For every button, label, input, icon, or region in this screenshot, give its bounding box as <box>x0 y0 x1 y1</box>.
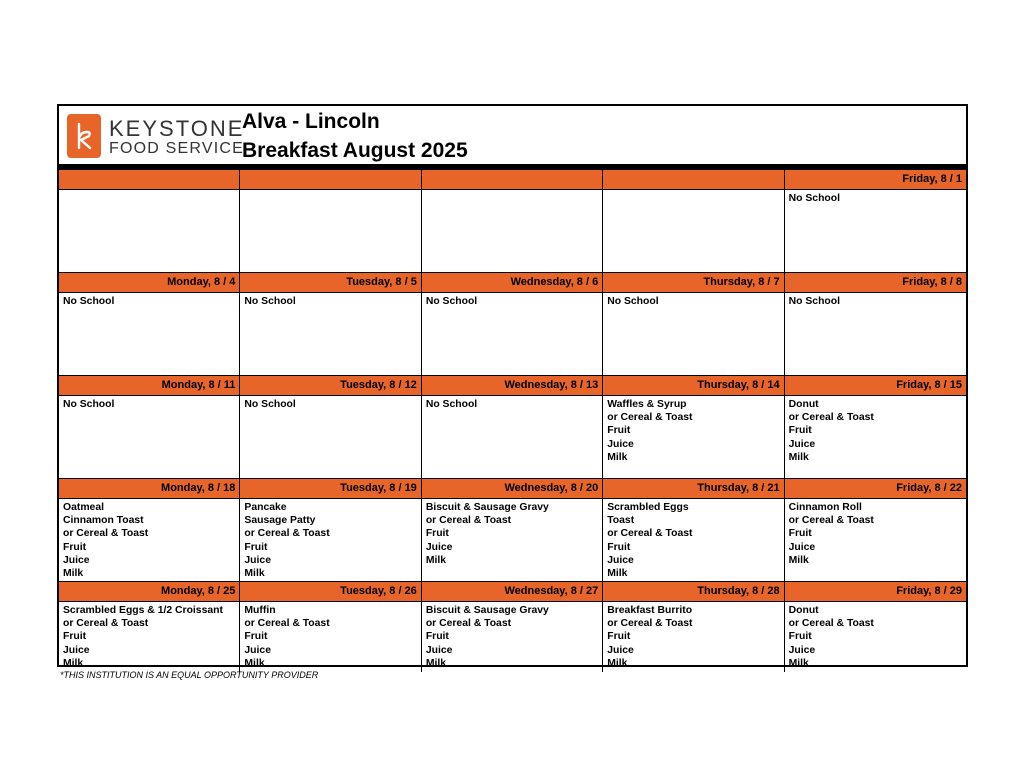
menu-item: Fruit <box>607 631 631 643</box>
day-cell <box>785 375 966 478</box>
menu-calendar <box>57 104 968 667</box>
day-header: Tuesday, 8 / 19 <box>240 479 420 499</box>
menu-item: Milk <box>244 568 265 580</box>
day-header: Thursday, 8 / 7 <box>603 273 783 293</box>
menu-item: or Cereal & Toast <box>244 528 330 540</box>
day-menu <box>422 602 602 672</box>
menu-item: or Cereal & Toast <box>244 618 330 630</box>
menu-item: Fruit <box>607 541 631 553</box>
menu-item: Juice <box>244 644 271 656</box>
menu-item: Milk <box>425 554 447 566</box>
day-menu <box>240 602 420 672</box>
day-menu <box>59 396 239 478</box>
brand-name: KEYSTONE <box>109 116 245 141</box>
menu-item: or Cereal & Toast <box>607 412 693 424</box>
menu-item: Milk <box>607 451 628 463</box>
menu-item: or Cereal & Toast <box>788 515 874 527</box>
week-row <box>59 581 966 672</box>
day-menu <box>59 499 239 581</box>
week-row <box>59 478 966 581</box>
day-menu <box>785 190 966 272</box>
menu-item: No School <box>244 399 296 410</box>
day-menu <box>785 602 966 672</box>
menu-item: Biscuit & Sausage Gravy <box>425 502 549 513</box>
menu-item: Fruit <box>788 425 812 437</box>
keystone-logo-icon <box>67 114 101 158</box>
menu-item: Juice <box>607 554 634 566</box>
day-cell <box>59 478 240 581</box>
day-menu <box>59 293 239 375</box>
day-header: Friday, 8 / 22 <box>785 479 966 499</box>
menu-item: Fruit <box>244 631 268 643</box>
week-row <box>59 375 966 478</box>
menu-item: Donut <box>788 399 819 410</box>
menu-item: No School <box>788 296 840 307</box>
menu-item: Milk <box>607 568 628 580</box>
menu-item: No School <box>244 296 296 307</box>
day-cell <box>603 581 784 672</box>
day-menu <box>240 293 420 375</box>
day-header: Wednesday, 8 / 27 <box>422 582 602 602</box>
day-cell <box>785 478 966 581</box>
menu-header <box>59 106 966 164</box>
menu-item: or Cereal & Toast <box>63 618 149 630</box>
day-header: Thursday, 8 / 21 <box>603 479 783 499</box>
day-menu <box>422 293 602 375</box>
day-cell <box>240 170 421 272</box>
day-cell <box>59 375 240 478</box>
menu-item: Juice <box>788 541 816 553</box>
day-header <box>59 170 239 190</box>
day-header <box>603 170 783 190</box>
day-cell <box>59 170 240 272</box>
menu-item: Muffin <box>244 605 276 616</box>
day-header: Wednesday, 8 / 20 <box>422 479 602 499</box>
day-menu <box>59 190 239 272</box>
menu-item: Milk <box>788 657 809 669</box>
menu-item: Juice <box>63 644 90 656</box>
menu-item: Milk <box>63 568 84 580</box>
day-menu <box>785 293 966 375</box>
menu-item: Fruit <box>425 528 449 540</box>
day-cell <box>240 375 421 478</box>
day-menu <box>603 396 783 478</box>
menu-item: Breakfast Burrito <box>607 605 693 616</box>
day-cell <box>422 272 603 375</box>
menu-item: Juice <box>63 554 90 566</box>
menu-item: or Cereal & Toast <box>425 618 512 630</box>
day-cell <box>240 478 421 581</box>
day-cell <box>603 375 784 478</box>
menu-item: Juice <box>788 438 816 450</box>
menu-item: Pancake <box>244 502 287 513</box>
day-header: Wednesday, 8 / 13 <box>422 376 602 396</box>
menu-item: Biscuit & Sausage Gravy <box>425 605 549 616</box>
day-cell <box>240 272 421 375</box>
menu-item: Fruit <box>244 541 268 553</box>
day-cell <box>785 170 966 272</box>
menu-item: Donut <box>788 605 819 616</box>
menu-item: Juice <box>607 438 634 450</box>
menu-item: Juice <box>425 541 453 553</box>
menu-item: Milk <box>244 657 265 669</box>
menu-item: Juice <box>425 644 453 656</box>
menu-item: Waffles & Syrup <box>607 399 687 410</box>
school-name: Alva - Lincoln <box>242 110 380 133</box>
day-header: Thursday, 8 / 14 <box>603 376 783 396</box>
menu-item: or Cereal & Toast <box>788 412 874 424</box>
brand-subtitle: FOOD SERVICE <box>109 140 245 157</box>
menu-item: or Cereal & Toast <box>63 528 149 540</box>
menu-item: No School <box>63 399 115 410</box>
menu-item: Scrambled Eggs & 1/2 Croissant <box>63 605 223 616</box>
day-cell <box>603 170 784 272</box>
menu-item: Cinnamon Toast <box>63 515 144 527</box>
day-menu <box>603 602 783 672</box>
menu-item: or Cereal & Toast <box>607 618 693 630</box>
day-cell <box>422 478 603 581</box>
menu-item: No School <box>607 296 659 307</box>
menu-item: Milk <box>788 554 809 566</box>
day-cell <box>59 272 240 375</box>
menu-item: or Cereal & Toast <box>607 528 693 540</box>
day-header: Tuesday, 8 / 26 <box>240 582 420 602</box>
day-menu <box>785 499 966 581</box>
day-header: Tuesday, 8 / 12 <box>240 376 420 396</box>
day-menu <box>59 602 239 672</box>
day-header: Friday, 8 / 8 <box>785 273 966 293</box>
calendar-grid <box>59 170 966 672</box>
day-menu <box>240 499 420 581</box>
day-menu <box>603 499 783 581</box>
day-header: Friday, 8 / 29 <box>785 582 966 602</box>
day-cell <box>603 478 784 581</box>
footer-note: *THIS INSTITUTION IS AN EQUAL OPPORTUNITY PROVIDER <box>60 670 319 680</box>
menu-item: Fruit <box>63 631 87 643</box>
menu-item: No School <box>425 296 478 307</box>
week-row <box>59 272 966 375</box>
menu-item: Sausage Patty <box>244 515 316 527</box>
menu-item: Milk <box>788 451 809 463</box>
menu-item: Toast <box>607 515 635 527</box>
day-cell <box>603 272 784 375</box>
menu-item: No School <box>788 193 840 204</box>
day-menu <box>785 396 966 478</box>
day-cell <box>422 581 603 672</box>
menu-item: Fruit <box>607 425 631 437</box>
day-cell <box>785 272 966 375</box>
day-cell <box>240 581 421 672</box>
day-header: Monday, 8 / 11 <box>59 376 239 396</box>
menu-item: Juice <box>607 644 634 656</box>
menu-item: Fruit <box>63 541 87 553</box>
menu-item: Juice <box>788 644 816 656</box>
day-header: Monday, 8 / 4 <box>59 273 239 293</box>
menu-item: or Cereal & Toast <box>425 515 512 527</box>
menu-item: Juice <box>244 554 271 566</box>
menu-item: Oatmeal <box>63 502 105 513</box>
day-header: Tuesday, 8 / 5 <box>240 273 420 293</box>
day-menu <box>240 396 420 478</box>
logo-k-glyph <box>67 114 101 158</box>
day-header: Wednesday, 8 / 6 <box>422 273 602 293</box>
menu-item: No School <box>425 399 478 410</box>
day-menu <box>240 190 420 272</box>
day-header <box>422 170 602 190</box>
day-cell <box>59 581 240 672</box>
day-cell <box>785 581 966 672</box>
menu-item: Fruit <box>425 631 449 643</box>
menu-item: Scrambled Eggs <box>607 502 689 513</box>
day-header: Monday, 8 / 25 <box>59 582 239 602</box>
day-cell <box>422 375 603 478</box>
day-header: Friday, 8 / 15 <box>785 376 966 396</box>
day-header: Thursday, 8 / 28 <box>603 582 783 602</box>
menu-item: No School <box>63 296 115 307</box>
menu-item: Milk <box>607 657 628 669</box>
menu-item: or Cereal & Toast <box>788 618 874 630</box>
menu-item: Fruit <box>788 528 812 540</box>
week-row <box>59 170 966 272</box>
day-cell <box>422 170 603 272</box>
day-header <box>240 170 420 190</box>
menu-item: Milk <box>63 657 84 669</box>
menu-item: Cinnamon Roll <box>788 502 862 513</box>
menu-title: Breakfast August 2025 <box>242 139 468 162</box>
day-menu <box>422 396 602 478</box>
day-menu <box>422 499 602 581</box>
day-menu <box>422 190 602 272</box>
menu-item: Milk <box>425 657 447 669</box>
day-header: Monday, 8 / 18 <box>59 479 239 499</box>
menu-item: Fruit <box>788 631 812 643</box>
day-header: Friday, 8 / 1 <box>785 170 966 190</box>
day-menu <box>603 190 783 272</box>
day-menu <box>603 293 783 375</box>
